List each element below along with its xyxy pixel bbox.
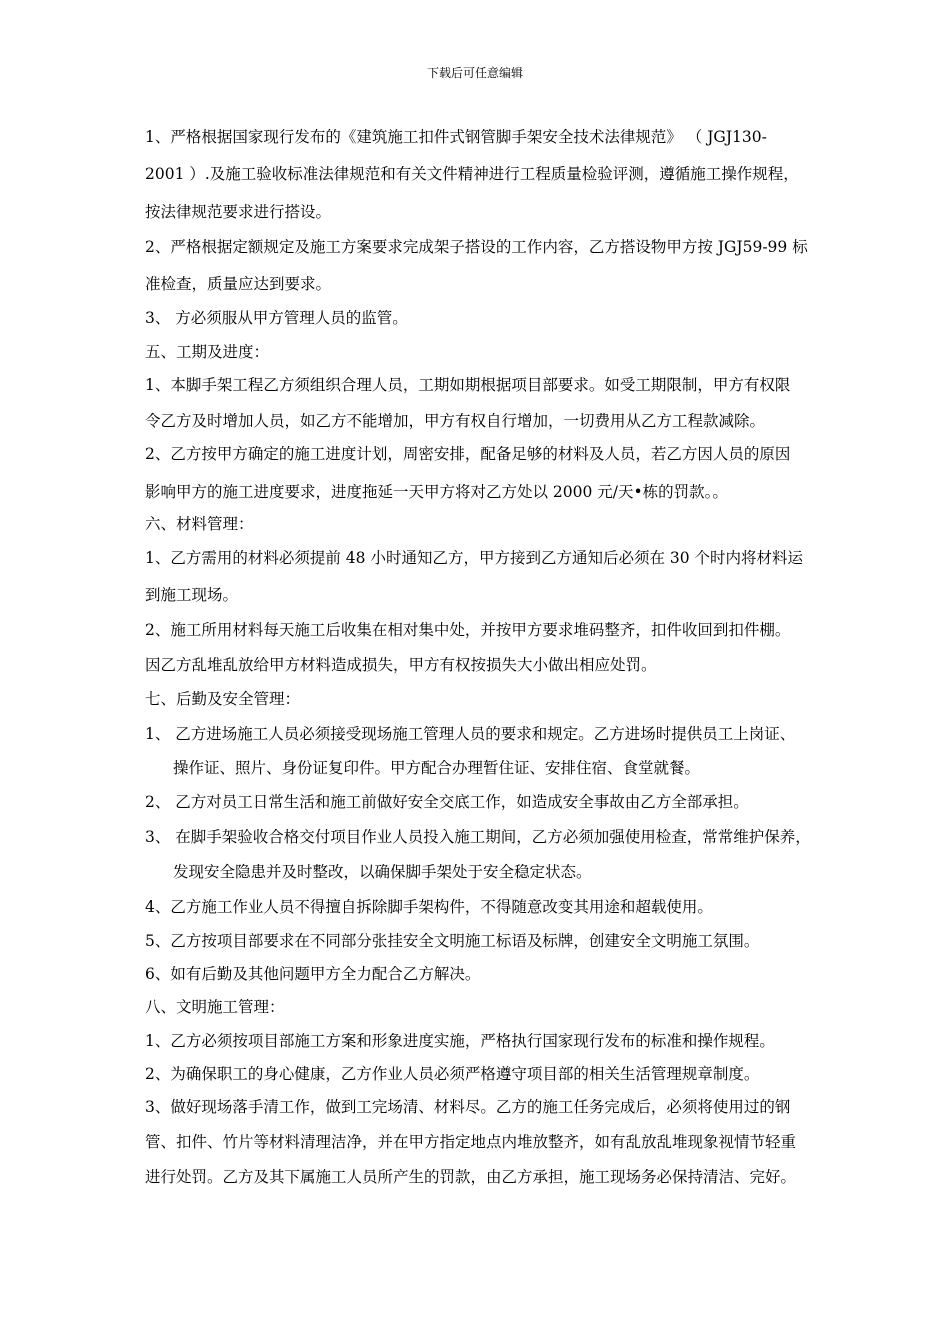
- text-line: 2、施工所用材料每天施工后收集在相对集中处，并按甲方要求堆码整齐，扣件收回到扣件棚。: [145, 621, 791, 639]
- text-line: 3、 在脚手架验收合格交付项目作业人员投入施工期间，乙方必须加强使用检查，常常维护保养，: [145, 828, 811, 846]
- text-line: 5、乙方按项目部要求在不同部分张挂安全文明施工标语及标牌，创建安全文明施工氛围。: [145, 932, 760, 950]
- text-line: 1、乙方需用的材料必须提前 48 小时通知乙方，甲方接到乙方通知后必须在 30 个时内将材料运: [145, 549, 804, 567]
- page-header: 下载后可任意编辑: [426, 66, 523, 80]
- text-line: 因乙方乱堆乱放给甲方材料造成损失，甲方有权按损失大小做出相应处罚。: [145, 656, 657, 674]
- text-line: 4、乙方施工作业人员不得擅自拆除脚手架构件，不得随意改变其用途和超载使用。: [145, 898, 713, 916]
- text-line: 2、严格根据定额规定及施工方案要求完成架子搭设的工作内容，乙方搭设物甲方按 JGJ59-99 标: [145, 238, 808, 256]
- text-line: 管、扣件、竹片等材料清理洁净，并在甲方指定地点内堆放整齐，如有乱放乱堆现象视情节轻重: [145, 1133, 797, 1151]
- text-line: 按法律规范要求进行搭设。: [145, 203, 332, 221]
- text-line: 1、本脚手架工程乙方须组织合理人员，工期如期根据项目部要求。如受工期限制，甲方有权限: [145, 376, 791, 394]
- text-line: 发现安全隐患并及时整改，以确保脚手架处于安全稳定状态。: [173, 863, 592, 881]
- text-line: 2、乙方按甲方确定的施工进度计划，周密安排，配备足够的材料及人员，若乙方因人员的原因: [145, 445, 791, 463]
- text-line: 进行处罚。乙方及其下属施工人员所产生的罚款，由乙方承担，施工现场务必保持清洁、完好。: [145, 1168, 797, 1186]
- section-heading: 七、后勤及安全管理：: [145, 690, 301, 708]
- text-line: 到施工现场。: [145, 586, 239, 604]
- text-line: 3、做好现场落手清工作，做到工完场清、材料尽。乙方的施工任务完成后，必须将使用过的钢: [145, 1098, 791, 1116]
- text-line: 令乙方及时增加人员，如乙方不能增加，甲方有权自行增加，一切费用从乙方工程款减除。: [145, 412, 766, 430]
- section-heading: 六、材料管理：: [145, 515, 254, 533]
- text-line: 2、 乙方对员工日常生活和施工前做好安全交底工作，如造成安全事故由乙方全部承担。: [145, 793, 749, 811]
- text-line: 2001 ）.及施工验收标准法律规范和有关文件精神进行工程质量检验评测，遵循施工操作规程，: [145, 165, 799, 183]
- text-line: 准检查，质量应达到要求。: [145, 275, 332, 293]
- section-heading: 五、工期及进度：: [145, 343, 270, 361]
- text-line: 1、 乙方进场施工人员必须接受现场施工管理人员的要求和规定。乙方进场时提供员工上岗证、: [145, 725, 796, 743]
- text-line: 2、为确保职工的身心健康，乙方作业人员必须严格遵守项目部的相关生活管理规章制度。: [145, 1065, 760, 1083]
- text-line: 1、乙方必须按项目部施工方案和形象进度实施，严格执行国家现行发布的标准和操作规程。: [145, 1032, 775, 1050]
- section-heading: 八、文明施工管理：: [145, 998, 285, 1016]
- text-line: 3、 方必须服从甲方管理人员的监管。: [145, 309, 408, 327]
- text-line: 6、如有后勤及其他问题甲方全力配合乙方解决。: [145, 965, 481, 983]
- text-line: 操作证、照片、身份证复印件。甲方配合办理暂住证、安排住宿、食堂就餐。: [173, 759, 701, 777]
- text-line: 影响甲方的施工进度要求，进度拖延一天甲方将对乙方处以 2000 元/天•栋的罚款。。: [145, 483, 728, 501]
- text-line: 1、严格根据国家现行发布的《建筑施工扣件式钢管脚手架安全技术法律规范》 （ JGJ130-: [145, 128, 767, 146]
